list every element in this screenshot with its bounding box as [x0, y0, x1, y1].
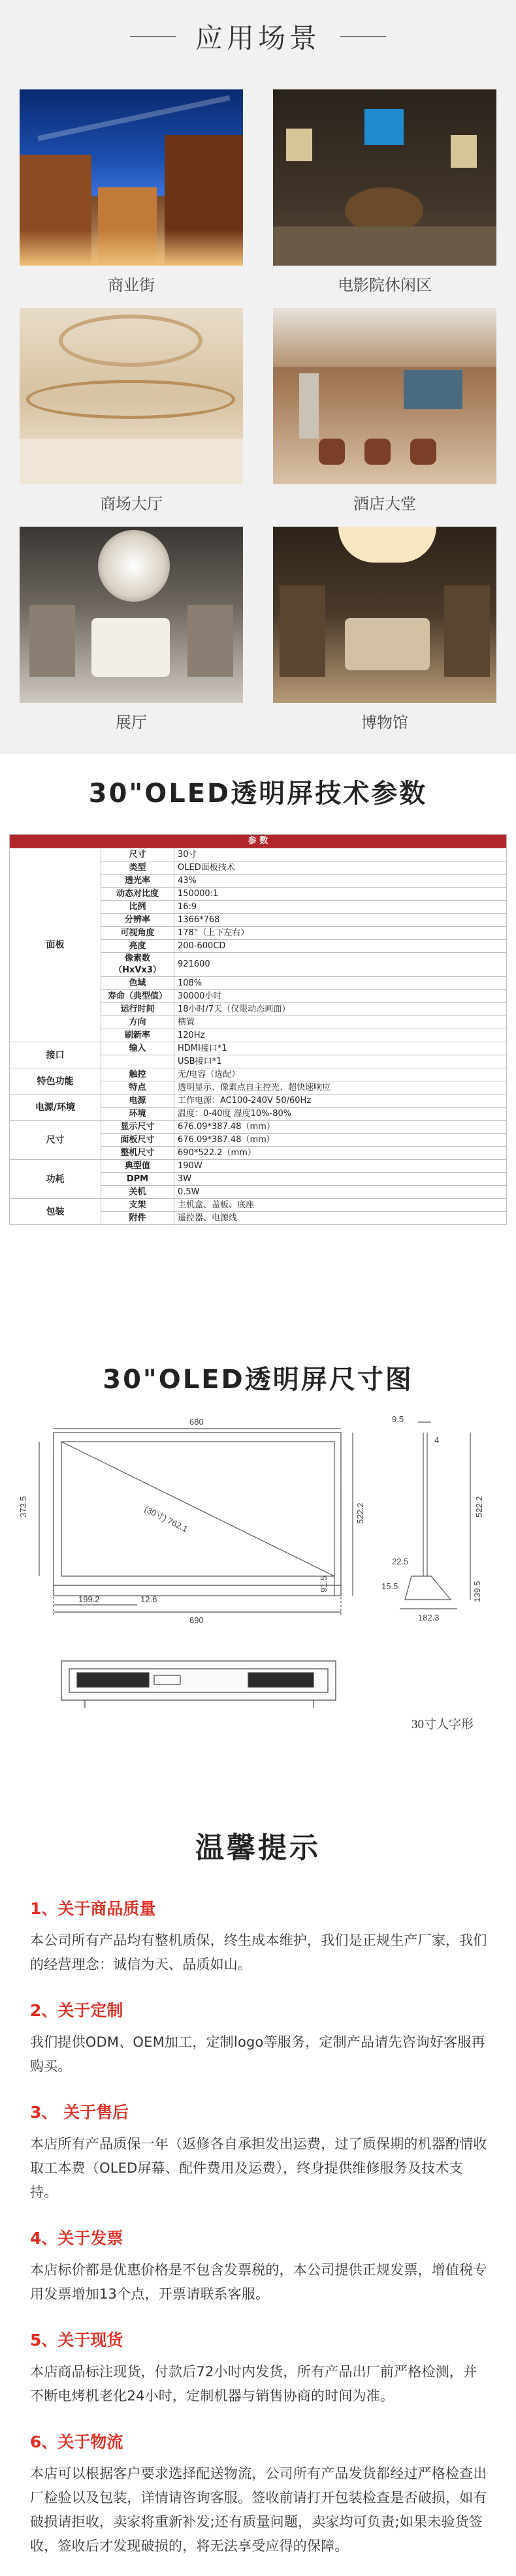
spec-key — [101, 1055, 174, 1068]
scene-photo-street — [20, 89, 243, 266]
scene-label: 商场大厅 — [100, 495, 163, 513]
spec-value: 690*522.2（mm） — [174, 1147, 507, 1160]
spec-key: 类型 — [101, 861, 174, 875]
front-view — [39, 1429, 353, 1615]
spec-value: 无/电容（选配） — [174, 1068, 507, 1081]
dim-side-height: 522.2 — [474, 1496, 484, 1517]
spec-key: 触控 — [101, 1068, 174, 1081]
dim-bottom-width: 690 — [189, 1615, 204, 1625]
spec-value: 1366*768 — [174, 914, 507, 927]
spec-key: 寿命（典型值） — [101, 990, 174, 1003]
tip-item — [30, 1998, 487, 2079]
spec-value: HDMI接口*1 — [174, 1042, 507, 1055]
spec-group: 特色功能 — [10, 1068, 101, 1094]
dim-bottom-right: 91.5 — [319, 1575, 329, 1592]
spec-key: 可视角度 — [101, 927, 174, 940]
spec-value: 透明显示、像素点自主控光、超快速响应 — [174, 1081, 507, 1094]
spec-value: 676.09*387.48（mm） — [174, 1121, 507, 1134]
spec-value: 43% — [174, 875, 507, 888]
spec-value: 主机盒、盖板、底座 — [174, 1199, 507, 1212]
tip-item — [30, 2100, 487, 2205]
spec-value: 横置 — [174, 1016, 507, 1029]
spec-value: 200-600CD — [174, 940, 507, 953]
spec-value: 18小时/7天（仅限动态画面） — [174, 1003, 507, 1016]
dimension-drawing — [0, 1413, 516, 1720]
spec-value: 108% — [174, 977, 507, 990]
tip-body: 我们提供ODM、OEM加工，定制logo等服务，定制产品请先咨询好客服再购买。 — [30, 2034, 485, 2074]
spec-key: 动态对比度 — [101, 888, 174, 901]
tips-title: 温馨提示 — [195, 1831, 321, 1865]
scene-label: 博物馆 — [361, 713, 408, 732]
spec-group: 尺寸 — [10, 1121, 101, 1160]
scene-card-plaza — [20, 308, 243, 527]
dimension-section — [0, 1341, 516, 1798]
spec-value: 921600 — [174, 953, 507, 977]
tip-body: 本店可以根据客户要求选择配送物流，公司所有产品发货都经过严格检查出厂检验以及包装，详情请咨询客服。签收前请打开包装检查是否破损，如有破损请拒收，卖家将重新补发;还有质量问题，卖家均可负责;如果未验货签收，签收后才发现破损的，将无法享受应得的保障。 — [30, 2466, 487, 2554]
scene-label: 酒店大堂 — [353, 495, 416, 513]
application-scenes-section — [0, 0, 516, 754]
spec-title: 30"OLED透明屏技术参数 — [88, 779, 428, 809]
spec-key: 特点 — [101, 1081, 174, 1094]
spec-value: 190W — [174, 1160, 507, 1173]
spec-value: 30000小时 — [174, 990, 507, 1003]
spec-key: 显示尺寸 — [101, 1121, 174, 1134]
scene-card-street — [20, 89, 243, 308]
spec-value: 遥控器、电源线 — [174, 1212, 507, 1225]
dim-side-top-a: 9.5 — [392, 1414, 404, 1424]
spec-group: 电源/环境 — [10, 1094, 101, 1121]
spec-group: 功耗 — [10, 1160, 101, 1199]
scene-photo-exhibition — [20, 527, 243, 703]
tip-heading: 1、关于商品质量 — [30, 1899, 156, 1918]
scenes-title-bar — [0, 0, 516, 73]
tip-heading: 2、关于定制 — [30, 2001, 123, 2020]
spec-value: 温度：0-40度 湿度10%-80% — [174, 1108, 507, 1121]
spec-key: 附件 — [101, 1212, 174, 1225]
tip-body: 本店标价都是优惠价格是不包含发票税的，本公司提供正规发票，增值税专用发票增加13个点，开票请联系客服。 — [30, 2262, 487, 2302]
spec-key: 比例 — [101, 901, 174, 914]
spec-row — [10, 1199, 507, 1212]
tip-item — [30, 2327, 487, 2408]
spec-key: 刷新率 — [101, 1029, 174, 1042]
spec-table — [9, 834, 507, 1225]
spec-value: 30寸 — [174, 848, 507, 861]
title-divider-right — [340, 36, 386, 37]
spec-key: 尺寸 — [101, 848, 174, 861]
spec-value: 120Hz — [174, 1029, 507, 1042]
dimension-note: 30寸人字形 — [411, 1718, 474, 1731]
tip-heading: 5、关于现货 — [30, 2331, 123, 2350]
scene-photo-hotel — [273, 308, 496, 484]
spec-key: DPM — [101, 1173, 174, 1186]
spec-row — [10, 1121, 507, 1134]
spec-key: 色域 — [101, 977, 174, 990]
spec-key: 亮度 — [101, 940, 174, 953]
tip-heading: 4、关于发票 — [30, 2229, 123, 2248]
scene-card-hotel — [273, 308, 496, 527]
tip-body: 本公司所有产品均有整机质保，终生成本维护，我们是正规生产厂家，我们的经营理念：诚信为天、品质如山。 — [30, 1932, 487, 1972]
tip-item — [30, 2226, 487, 2306]
spec-key: 环境 — [101, 1108, 174, 1121]
tip-item — [30, 2429, 487, 2558]
scene-card-museum — [273, 527, 496, 745]
spec-key: 方向 — [101, 1016, 174, 1029]
spec-value: 0.5W — [174, 1186, 507, 1199]
dim-diagonal: (30寸) 762.1 — [142, 1504, 189, 1534]
dim-base-small: 12.6 — [140, 1594, 157, 1604]
tips-section — [0, 1798, 516, 2576]
spec-value: USB接口*1 — [174, 1055, 507, 1068]
spec-row — [10, 1042, 507, 1055]
spec-group: 包装 — [10, 1199, 101, 1225]
spec-row — [10, 1068, 507, 1081]
spec-section — [0, 754, 516, 1341]
scene-photo-plaza — [20, 308, 243, 484]
spec-key: 整机尺寸 — [101, 1147, 174, 1160]
side-view — [400, 1422, 470, 1609]
tip-body: 本店所有产品质保一年（返修各自承担发出运费，过了质保期的机器酌情收取工本费（OLED屏幕、配件费用及运费），终身提供维修服务及技术支持。 — [30, 2136, 487, 2200]
spec-value: 16:9 — [174, 901, 507, 914]
spec-key: 像素数（HxVx3） — [101, 953, 174, 977]
dim-side-low: 15.5 — [381, 1581, 398, 1591]
spec-value: 工作电源：AC100-240V 50/60Hz — [174, 1094, 507, 1108]
dimension-title: 30"OLED透明屏尺寸图 — [103, 1364, 413, 1395]
title-divider-left — [130, 36, 176, 37]
tip-heading: 6、关于物流 — [30, 2432, 123, 2451]
tip-body: 本店商品标注现货，付款后72小时内发货，所有产品出厂前严格检测，并不断电烤机老化24小时，定制机器与销售协商的时间为准。 — [30, 2364, 477, 2404]
rear-view — [61, 1661, 336, 1708]
spec-value: 150000:1 — [174, 888, 507, 901]
spec-value: OLED面板技术 — [174, 861, 507, 875]
dim-side-foot: 139.5 — [472, 1581, 482, 1602]
spec-header: 参 数 — [10, 835, 507, 848]
spec-key: 输入 — [101, 1042, 174, 1055]
tip-item — [30, 1896, 487, 1977]
dim-side-top-b: 4 — [434, 1435, 440, 1445]
spec-key: 面板尺寸 — [101, 1134, 174, 1147]
dim-right-height: 522.2 — [355, 1502, 365, 1524]
spec-key: 透光率 — [101, 875, 174, 888]
spec-row — [10, 1160, 507, 1173]
tip-heading: 3、 关于售后 — [30, 2103, 129, 2122]
spec-key: 分辨率 — [101, 914, 174, 927]
spec-row — [10, 848, 507, 861]
scene-card-exhibition — [20, 527, 243, 745]
spec-header-row — [10, 835, 507, 848]
dim-side-mid: 22.5 — [392, 1557, 409, 1566]
spec-value: 3W — [174, 1173, 507, 1186]
spec-value: 676.09*387.48（mm） — [174, 1134, 507, 1147]
spec-key: 支架 — [101, 1199, 174, 1212]
spec-group: 接口 — [10, 1042, 101, 1068]
scene-label: 商业街 — [108, 276, 155, 294]
scene-photo-museum — [273, 527, 496, 703]
scenes-grid — [20, 89, 496, 745]
scene-label: 展厅 — [116, 713, 147, 732]
scene-photo-cinema — [273, 89, 496, 266]
spec-key: 运行时间 — [101, 1003, 174, 1016]
dim-left-height: 373.5 — [18, 1496, 28, 1517]
dim-top-width: 680 — [189, 1417, 204, 1427]
scenes-title: 应用场景 — [195, 22, 321, 54]
dim-side-base: 182.3 — [418, 1613, 440, 1622]
spec-key: 典型值 — [101, 1160, 174, 1173]
tips-list — [30, 1896, 487, 2576]
spec-row — [10, 1094, 507, 1108]
scene-card-cinema — [273, 89, 496, 308]
spec-group: 面板 — [10, 848, 101, 1042]
scene-label: 电影院休闲区 — [338, 276, 432, 294]
spec-key: 关机 — [101, 1186, 174, 1199]
spec-key: 电源 — [101, 1094, 174, 1108]
spec-value: 178°（上下左右） — [174, 927, 507, 940]
dim-base-offset: 199.2 — [78, 1594, 100, 1604]
